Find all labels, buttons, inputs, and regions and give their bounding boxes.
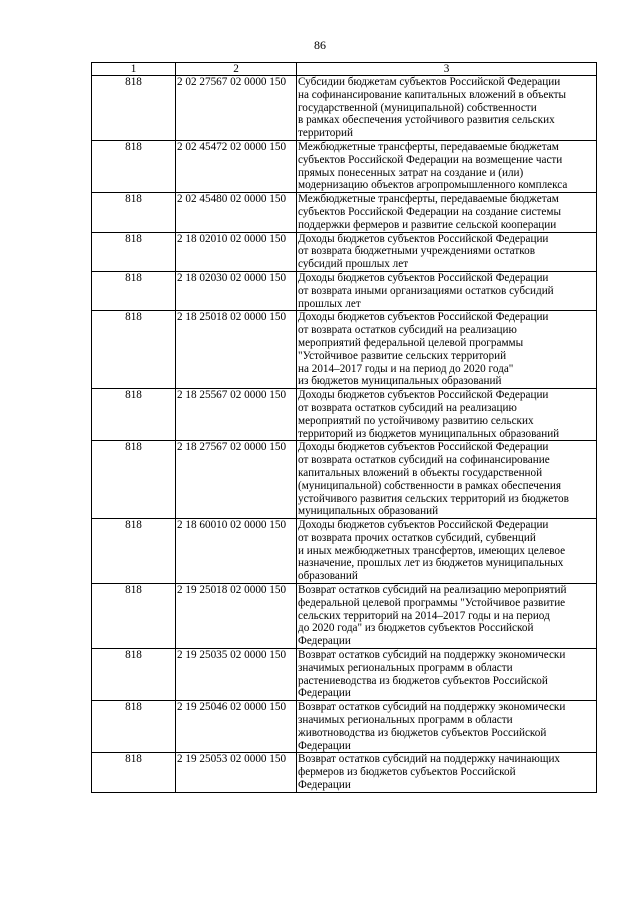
table-row — [92, 519, 597, 584]
column-header-2: 2 — [176, 63, 297, 76]
revenue-name-cell — [297, 584, 597, 649]
revenue-name-line: Федерации — [298, 687, 351, 700]
revenue-name-line: назначение, прошлых лет из бюджетов муниципальных — [298, 557, 564, 570]
table-row — [92, 193, 597, 232]
revenue-name-line: Доходы бюджетов субъектов Российской Федерации — [298, 271, 549, 284]
budget-classification-code-cell: 2 18 25567 02 0000 150 — [176, 389, 297, 441]
admin-code-cell: 818 — [92, 389, 176, 441]
revenue-name-cell — [297, 311, 597, 389]
table-row — [92, 271, 597, 310]
revenue-name-line: капитальных вложений в объекты государственной — [298, 466, 543, 479]
revenue-name-line: поддержки фермеров и развитие сельской кооперации — [298, 218, 557, 231]
revenue-name-line: прямых понесенных затрат на создание и (или) — [298, 166, 524, 179]
budget-classification-code-cell: 2 18 25018 02 0000 150 — [176, 311, 297, 389]
revenue-name-line: значимых региональных программ в области — [298, 714, 513, 727]
revenue-name-cell — [297, 76, 597, 141]
budget-classification-code-cell: 2 19 25035 02 0000 150 — [176, 649, 297, 701]
admin-code-cell: 818 — [92, 519, 176, 584]
revenue-name-line: Федерации — [298, 635, 351, 648]
revenue-name-line: Доходы бюджетов субъектов Российской Федерации — [298, 389, 549, 402]
revenue-name-line: Субсидии бюджетам субъектов Российской Федерации — [298, 76, 561, 88]
admin-code-cell: 818 — [92, 311, 176, 389]
revenue-name-line: от возврата остатков субсидий на софинансирование — [298, 454, 550, 467]
revenue-name-line: от возврата иными организациями остатков субсидий — [298, 284, 554, 297]
revenue-name-line: от возврата бюджетными учреждениями остатков — [298, 245, 535, 258]
revenue-name-line: из бюджетов муниципальных образований — [298, 375, 502, 388]
revenue-name-line: (муниципальной) собственности в рамках обеспечения — [298, 479, 562, 492]
revenue-name-line: значимых региональных программ в области — [298, 661, 513, 674]
budget-codes-table — [91, 62, 597, 793]
revenue-name-cell — [297, 232, 597, 271]
revenue-name-line: Возврат остатков субсидий на реализацию мероприятий — [298, 584, 567, 597]
table-body — [92, 76, 597, 793]
revenue-name-cell — [297, 753, 597, 792]
revenue-name-line: Федерации — [298, 779, 351, 792]
revenue-name-line: государственной (муниципальной) собственности — [298, 101, 537, 114]
table-row — [92, 701, 597, 753]
table-row — [92, 441, 597, 519]
column-header-1: 1 — [92, 63, 176, 76]
revenue-name-line: мероприятий федеральной целевой программы — [298, 336, 524, 349]
admin-code-cell: 818 — [92, 193, 176, 232]
admin-code-cell: 818 — [92, 232, 176, 271]
revenue-name-cell — [297, 519, 597, 584]
admin-code-cell: 818 — [92, 753, 176, 792]
revenue-name-cell — [297, 701, 597, 753]
revenue-name-line: до 2020 года" из бюджетов субъектов Российской — [298, 622, 534, 635]
revenue-name-line: субъектов Российской Федерации на возмещение части — [298, 153, 563, 166]
revenue-name-line: и иных межбюджетных трансфертов, имеющих целевое — [298, 544, 566, 557]
admin-code-cell: 818 — [92, 649, 176, 701]
budget-classification-code-cell: 2 02 27567 02 0000 150 — [176, 76, 297, 141]
admin-code-cell: 818 — [92, 701, 176, 753]
revenue-name-line: устойчивого развития сельских территорий из бюджетов — [298, 492, 569, 505]
revenue-name-line: муниципальных образований — [298, 505, 439, 518]
revenue-name-cell — [297, 140, 597, 192]
budget-classification-code-cell: 2 18 27567 02 0000 150 — [176, 441, 297, 519]
revenue-name-line: образований — [298, 570, 358, 583]
revenue-name-line: Доходы бюджетов субъектов Российской Федерации — [298, 441, 549, 454]
revenue-name-cell — [297, 649, 597, 701]
admin-code-cell: 818 — [92, 76, 176, 141]
revenue-name-line: Межбюджетные трансферты, передаваемые бюджетам — [298, 193, 559, 206]
table-row — [92, 753, 597, 792]
admin-code-cell: 818 — [92, 140, 176, 192]
budget-classification-code-cell: 2 19 25053 02 0000 150 — [176, 753, 297, 792]
revenue-name-line: федеральной целевой программы "Устойчивое развитие — [298, 596, 566, 609]
page-number: 86 — [314, 38, 326, 52]
admin-code-cell: 818 — [92, 441, 176, 519]
revenue-name-line: на 2014–2017 годы и на период до 2020 года" — [298, 362, 514, 375]
revenue-name-line: Возврат остатков субсидий на поддержку начинающих — [298, 753, 561, 766]
table-row — [92, 140, 597, 192]
budget-classification-code-cell: 2 18 02030 02 0000 150 — [176, 271, 297, 310]
revenue-name-line: прошлых лет — [298, 297, 361, 310]
revenue-name-line: Возврат остатков субсидий на поддержку экономически — [298, 701, 566, 714]
revenue-name-line: Доходы бюджетов субъектов Российской Федерации — [298, 519, 549, 532]
revenue-name-line: животноводства из бюджетов субъектов Российской — [298, 726, 547, 739]
admin-code-cell: 818 — [92, 584, 176, 649]
budget-classification-code-cell: 2 02 45480 02 0000 150 — [176, 193, 297, 232]
revenue-name-line: мероприятий по устойчивому развитию сельских — [298, 414, 534, 427]
revenue-name-line: Доходы бюджетов субъектов Российской Федерации — [298, 311, 549, 324]
revenue-name-line: фермеров из бюджетов субъектов Российской — [298, 766, 516, 779]
revenue-name-line: Межбюджетные трансферты, передаваемые бюджетам — [298, 140, 559, 153]
budget-classification-code-cell: 2 18 02010 02 0000 150 — [176, 232, 297, 271]
table-row — [92, 311, 597, 389]
table-row — [92, 76, 597, 141]
budget-classification-code-cell: 2 18 60010 02 0000 150 — [176, 519, 297, 584]
admin-code-cell: 818 — [92, 271, 176, 310]
revenue-name-line: территорий из бюджетов муниципальных образований — [298, 427, 560, 440]
revenue-name-line: субсидий прошлых лет — [298, 258, 409, 271]
revenue-name-cell — [297, 271, 597, 310]
revenue-name-line: "Устойчивое развитие сельских территорий — [298, 349, 507, 362]
budget-classification-code-cell: 2 19 25018 02 0000 150 — [176, 584, 297, 649]
budget-classification-code-cell: 2 02 45472 02 0000 150 — [176, 140, 297, 192]
revenue-name-line: субъектов Российской Федерации на создание системы — [298, 205, 561, 218]
revenue-name-line: на софинансирование капитальных вложений в объекты — [298, 88, 567, 101]
revenue-name-line: от возврата прочих остатков субсидий, субвенций — [298, 531, 536, 544]
revenue-name-line: территорий — [298, 127, 353, 140]
revenue-name-line: от возврата остатков субсидий на реализацию — [298, 401, 517, 414]
revenue-name-line: растениеводства из бюджетов субъектов Российской — [298, 674, 548, 687]
table-row — [92, 389, 597, 441]
revenue-name-line: сельских территорий на 2014–2017 годы и на период — [298, 609, 550, 622]
revenue-name-cell — [297, 193, 597, 232]
budget-classification-code-cell: 2 19 25046 02 0000 150 — [176, 701, 297, 753]
revenue-name-cell — [297, 389, 597, 441]
revenue-name-line: в рамках обеспечения устойчивого развития сельских — [298, 114, 555, 127]
revenue-name-line: Доходы бюджетов субъектов Российской Федерации — [298, 232, 549, 245]
table-header-row — [92, 63, 597, 76]
table-row — [92, 232, 597, 271]
revenue-name-cell — [297, 441, 597, 519]
table-row — [92, 649, 597, 701]
revenue-name-line: модернизацию объектов агропромышленного комплекса — [298, 179, 568, 192]
column-header-3: 3 — [297, 63, 597, 76]
revenue-name-line: Возврат остатков субсидий на поддержку экономически — [298, 649, 566, 662]
revenue-name-line: от возврата остатков субсидий на реализацию — [298, 324, 517, 337]
table-row — [92, 584, 597, 649]
revenue-name-line: Федерации — [298, 739, 351, 752]
